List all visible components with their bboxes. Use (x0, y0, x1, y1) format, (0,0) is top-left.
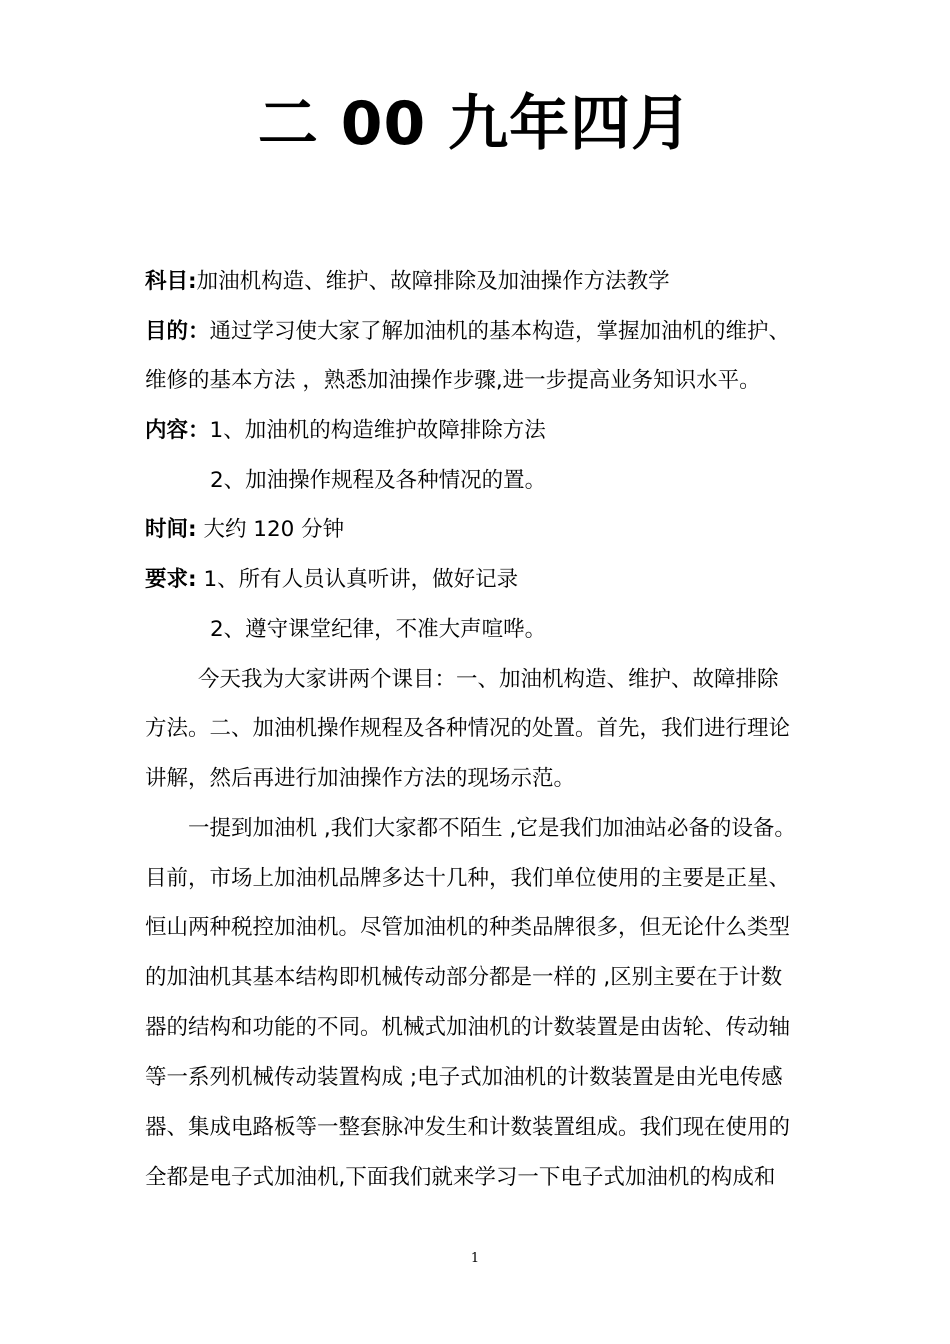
paragraph2-line: 的加油机其基本结构即机械传动部分都是一样的 ,区别主要在于计数 (145, 965, 783, 990)
time-label: 时间: (145, 517, 197, 542)
paragraph2-line: 等一系列机械传动装置构成 ;电子式加油机的计数装置是由光电传感 (145, 1065, 783, 1090)
purpose-value-line1: 通过学习使大家了解加油机的基本构造，掌握加油机的维护、 (209, 319, 791, 344)
subject-line (145, 267, 670, 297)
requirement-item-1: 1、所有人员认真听讲，做好记录 (196, 567, 519, 592)
requirement-line (145, 565, 518, 595)
page-title: 二 00 九年四月 (257, 89, 693, 159)
time-value: 大约 120 分钟 (196, 517, 345, 542)
requirement-item-2: 2、遵守课堂纪律，不准大声喧哗。 (210, 617, 547, 642)
page-number: 1 (470, 1251, 480, 1266)
content-line (145, 416, 546, 446)
requirement-label: 要求: (145, 567, 197, 592)
subject-label: 科目: (145, 269, 197, 294)
paragraph2-line: 全都是电子式加油机,下面我们就来学习一下电子式加油机的构成和 (145, 1165, 776, 1190)
paragraph2-line: 目前，市场上加油机品牌多达十几种，我们单位使用的主要是正星、 (145, 866, 791, 891)
content-item-1: 1、加油机的构造维护故障排除方法 (209, 418, 546, 443)
subject-value: 加油机构造、维护、故障排除及加油操作方法教学 (196, 269, 670, 294)
purpose-line (145, 317, 790, 347)
time-line (145, 515, 344, 545)
paragraph2-line: 器的结构和功能的不同。机械式加油机的计数装置是由齿轮、传动轴 (145, 1015, 791, 1040)
paragraph1-line: 今天我为大家讲两个课目：一、加油机构造、维护、故障排除 (198, 667, 779, 692)
purpose-value-line2: 维修的基本方法 ，熟悉加油操作步骤,进一步提高业务知识水平。 (145, 368, 761, 393)
paragraph2-line: 器、集成电路板等一整套脉冲发生和计数装置组成。我们现在使用的 (145, 1115, 791, 1140)
purpose-label: 目的： (145, 319, 210, 344)
paragraph1-line: 方法。二、加油机操作规程及各种情况的处置。首先，我们进行理论 (145, 716, 791, 741)
paragraph2-line: 一提到加油机 ,我们大家都不陌生 ,它是我们加油站必备的设备。 (188, 816, 796, 841)
paragraph2-line: 恒山两种税控加油机。尽管加油机的种类品牌很多，但无论什么类型 (145, 915, 791, 940)
content-item-2: 2、加油操作规程及各种情况的置。 (210, 468, 547, 493)
paragraph1-line: 讲解，然后再进行加油操作方法的现场示范。 (145, 766, 576, 791)
content-label: 内容： (145, 418, 210, 443)
